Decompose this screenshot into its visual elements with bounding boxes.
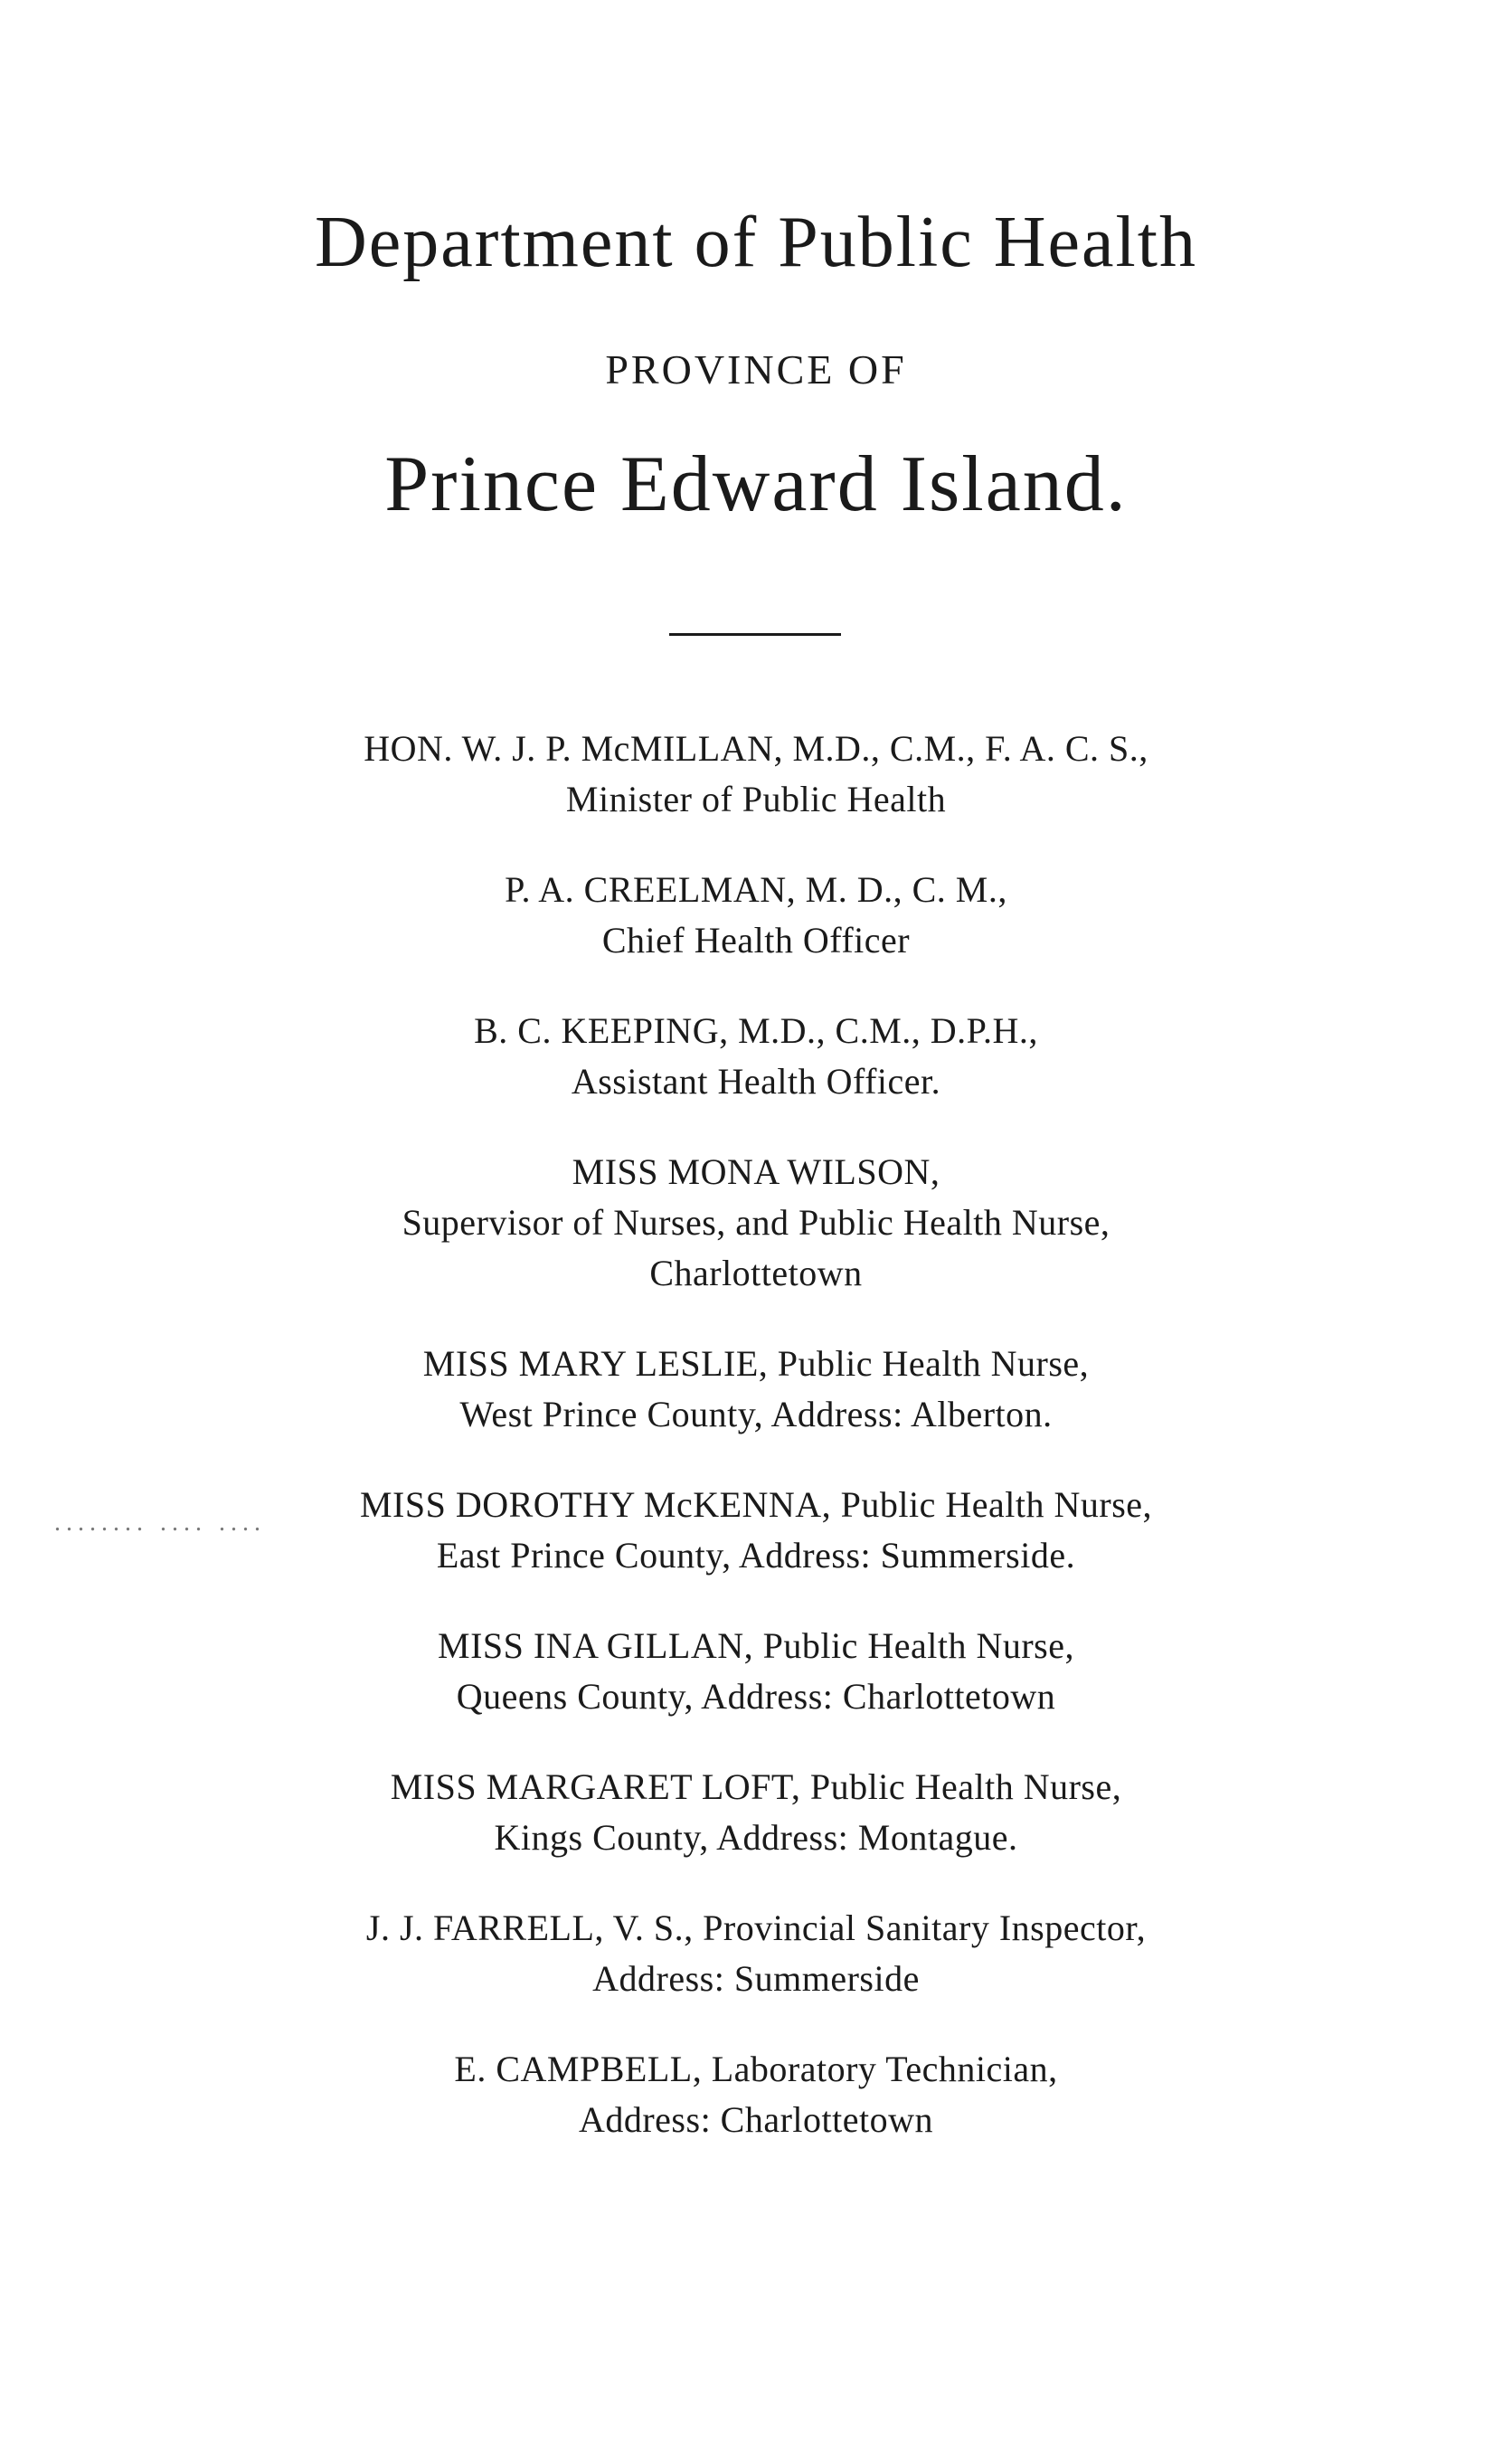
staff-address: West Prince County, Address: Alberton. xyxy=(459,1394,1053,1434)
staff-entry-minister xyxy=(0,724,1512,825)
staff-address: Address: Charlottetown xyxy=(578,2099,934,2140)
staff-entry-kings-nurse xyxy=(0,1762,1512,1863)
staff-entry-sanitary-inspector xyxy=(0,1903,1512,2004)
title-divider xyxy=(669,633,841,636)
staff-name: E. CAMPBELL, Laboratory Technician, xyxy=(454,2049,1058,2089)
staff-list xyxy=(0,724,1512,2185)
department-title: Department of Public Health xyxy=(315,203,1197,282)
staff-name: MISS DOROTHY McKENNA, Public Health Nurse, xyxy=(359,1484,1153,1525)
staff-name: P. A. CREELMAN, M. D., C. M., xyxy=(505,869,1007,910)
staff-address: Queens County, Address: Charlottetown xyxy=(456,1676,1056,1717)
staff-role: Chief Health Officer xyxy=(601,920,911,961)
staff-name: MISS MONA WILSON, xyxy=(572,1151,940,1192)
province-of-label: PROVINCE OF xyxy=(605,346,907,393)
staff-address: East Prince County, Address: Summerside. xyxy=(436,1535,1076,1576)
staff-address: Address: Summerside xyxy=(592,1958,920,1999)
staff-name: J. J. FARRELL, V. S., Provincial Sanitary Inspector, xyxy=(365,1907,1147,1948)
staff-name: MISS MARGARET LOFT, Public Health Nurse, xyxy=(390,1766,1122,1807)
province-name: Prince Edward Island. xyxy=(384,440,1128,528)
staff-role: Minister of Public Health xyxy=(565,779,947,819)
staff-location: Charlottetown xyxy=(649,1253,863,1293)
staff-address: Kings County, Address: Montague. xyxy=(494,1817,1018,1858)
staff-name: B. C. KEEPING, M.D., C.M., D.P.H., xyxy=(474,1010,1038,1051)
staff-entry-queens-nurse xyxy=(0,1621,1512,1722)
staff-name: MISS INA GILLAN, Public Health Nurse, xyxy=(438,1625,1074,1666)
staff-entry-assistant-health-officer xyxy=(0,1006,1512,1107)
staff-role: Assistant Health Officer. xyxy=(571,1061,941,1102)
staff-entry-west-prince-nurse xyxy=(0,1339,1512,1440)
staff-name: MISS MARY LESLIE, Public Health Nurse, xyxy=(422,1343,1090,1384)
staff-entry-lab-technician xyxy=(0,2044,1512,2145)
staff-entry-east-prince-nurse xyxy=(0,1480,1512,1581)
staff-name: HON. W. J. P. McMILLAN, M.D., C.M., F. A. C. S., xyxy=(364,728,1148,769)
margin-dots: ........ .... .... xyxy=(54,1509,266,1537)
staff-entry-supervisor-of-nurses xyxy=(0,1147,1512,1299)
staff-entry-chief-health-officer xyxy=(0,865,1512,966)
staff-role: Supervisor of Nurses, and Public Health Nurse, xyxy=(402,1202,1110,1243)
